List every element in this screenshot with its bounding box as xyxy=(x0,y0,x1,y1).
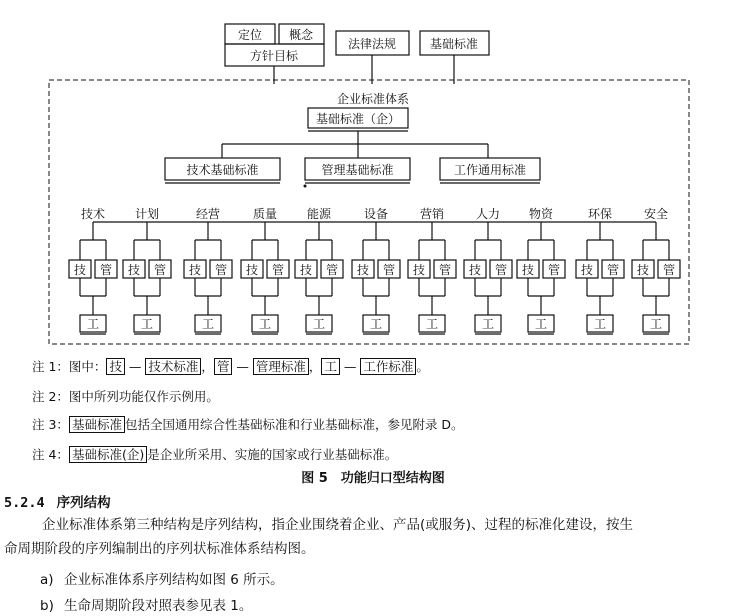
mgmt-standard-text: 管 xyxy=(606,263,620,277)
note-prefix: 注 4： xyxy=(32,447,69,462)
list-item-a xyxy=(40,568,284,588)
mgmt-standard-text: 管 xyxy=(382,263,396,277)
section-heading xyxy=(4,491,111,511)
system-title: 企业标准体系 xyxy=(336,92,410,106)
figure-caption: 图 5 功能归口型结构图 xyxy=(301,471,445,486)
function-label: 营销 xyxy=(419,207,445,221)
item-text: 企业标准体系序列结构如图 6 所示。 xyxy=(64,572,284,588)
base-top-text: 基础标准 xyxy=(429,37,479,51)
note-text: 是企业所采用、实施的国家或行业基础标准。 xyxy=(147,447,398,462)
mgmt-standard-text: 管 xyxy=(438,263,452,277)
note-text: ， xyxy=(201,359,214,374)
note-text: 包括全国通用综合性基础标准和行业基础标准，参见附录 D。 xyxy=(124,417,464,432)
note-text: 。 xyxy=(416,359,429,374)
tech-standard-text: 技 xyxy=(580,263,594,277)
work-standard-text: 工 xyxy=(649,317,663,331)
section-number: 5.2.4 xyxy=(4,495,45,511)
note-1 xyxy=(32,357,429,375)
concept-text: 概念 xyxy=(288,28,314,42)
function-label: 设备 xyxy=(363,207,389,221)
tech-standard-text: 技 xyxy=(356,263,370,277)
item-marker: b) xyxy=(40,598,54,614)
mgmt-standard-text: 管 xyxy=(494,263,508,277)
function-label: 能源 xyxy=(306,207,332,221)
tech-standard-text: 技 xyxy=(299,263,313,277)
tech-standard-text: 技 xyxy=(188,263,202,277)
work-standard-text: 工 xyxy=(425,317,439,331)
function-label: 质量 xyxy=(252,207,278,221)
tech-standard-text: 技 xyxy=(73,263,87,277)
section-title: 序列结构 xyxy=(56,495,111,511)
boxed-term: 管 xyxy=(214,358,233,375)
function-label: 技术 xyxy=(80,207,106,221)
policy-text: 方针目标 xyxy=(249,49,299,63)
mgmt-standard-text: 管 xyxy=(662,263,676,277)
list-item-b xyxy=(40,594,252,614)
laws-text: 法律法规 xyxy=(347,37,397,51)
mgmt-standard-text: 管 xyxy=(325,263,339,277)
work-standard-text: 工 xyxy=(258,317,272,331)
function-label: 物资 xyxy=(528,207,554,221)
note-4 xyxy=(32,445,397,463)
function-label: 计划 xyxy=(134,207,160,221)
work-standard-text: 工 xyxy=(86,317,100,331)
note-text: — xyxy=(232,359,253,374)
level2-label: 技术基础标准 xyxy=(186,163,259,177)
note-text: ， xyxy=(308,359,322,374)
paragraph-line-2: 命周期阶段的序列编制出的序列状标准体系结构图。 xyxy=(4,541,315,557)
paragraph-line-1: 企业标准体系第三种结构是序列结构，指企业围绕着企业、产品(或服务)、过程的标准化建设，按生 xyxy=(42,517,634,533)
boxed-term: 技 xyxy=(106,358,125,375)
item-marker: a) xyxy=(40,572,54,588)
tech-standard-text: 技 xyxy=(245,263,259,277)
note-prefix: 注 3： xyxy=(32,417,69,432)
note-prefix: 注 1：图中： xyxy=(32,359,107,374)
note-text: — xyxy=(124,359,146,374)
mgmt-standard-text: 管 xyxy=(271,263,285,277)
tech-standard-text: 技 xyxy=(127,263,141,277)
note-text: — xyxy=(339,359,361,374)
tech-standard-text: 技 xyxy=(636,263,650,277)
base-enterprise-text: 基础标准（企） xyxy=(315,112,401,126)
work-standard-text: 工 xyxy=(593,317,607,331)
boxed-term: 技术标准 xyxy=(145,358,201,375)
tech-standard-text: 技 xyxy=(521,263,535,277)
boxed-term: 基础标准(企) xyxy=(69,446,147,463)
work-standard-text: 工 xyxy=(369,317,383,331)
function-label: 人力 xyxy=(475,207,501,221)
boxed-term: 工 xyxy=(321,358,340,375)
work-standard-text: 工 xyxy=(140,317,154,331)
work-standard-text: 工 xyxy=(201,317,215,331)
item-text: 生命周期阶段对照表参见表 1。 xyxy=(64,598,253,614)
note-prefix: 注 2：图中所列功能仅作示例用。 xyxy=(32,389,219,404)
tech-standard-text: 技 xyxy=(412,263,426,277)
positioning-text: 定位 xyxy=(237,28,263,42)
note-3 xyxy=(32,415,464,433)
mgmt-standard-text: 管 xyxy=(153,263,167,277)
note-2 xyxy=(32,387,219,405)
boxed-term: 管理标准 xyxy=(253,358,309,375)
level2-label: 工作通用标准 xyxy=(453,163,527,177)
mgmt-standard-text: 管 xyxy=(99,263,113,277)
work-standard-text: 工 xyxy=(534,317,548,331)
function-label: 安全 xyxy=(643,207,669,221)
boxed-term: 基础标准 xyxy=(69,416,125,433)
mgmt-standard-text: 管 xyxy=(214,263,228,277)
work-standard-text: 工 xyxy=(312,317,326,331)
tech-standard-text: 技 xyxy=(468,263,482,277)
function-label: 经营 xyxy=(195,207,221,221)
work-standard-text: 工 xyxy=(481,317,495,331)
mgmt-standard-text: 管 xyxy=(547,263,561,277)
level2-label: 管理基础标准 xyxy=(321,163,394,177)
boxed-term: 工作标准 xyxy=(360,358,416,375)
function-label: 环保 xyxy=(587,207,613,221)
